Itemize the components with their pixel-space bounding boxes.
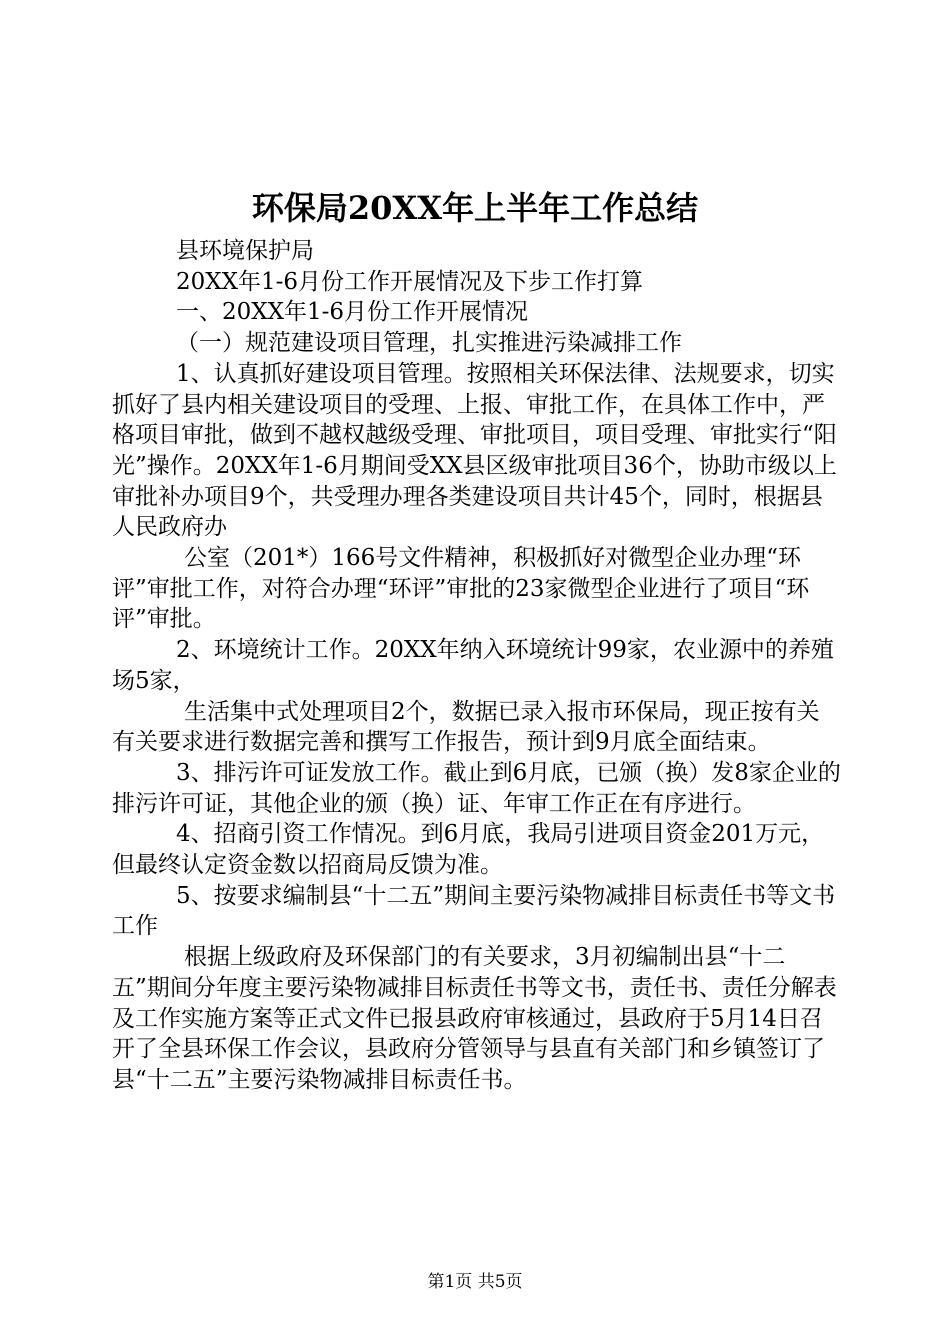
paragraph-item-2-cont: 生活集中式处理项目2个，数据已录入报市环保局，现正按有关有关要求进行数据完善和撰写工作报告，预计到9月底全面结束。 [112,698,820,756]
document-body [112,236,842,1096]
paragraph-item-1: 1、认真抓好建设项目管理。按照相关环保法律、法规要求，切实抓好了县内相关建设项目的受理、上报、审批工作，在具体工作中，严格项目审批，做到不越权越级受理、审批项目，项目受理、审批实行“阳光”操作。20XX年1-6月期间受XX县区级审批项目36个，协助市级以上审批补办项目9个，共受理办理各类建设项目共计45个，同时，根据县人民政府办 [112,360,837,541]
page-footer: 第1页 共5页 [427,1272,523,1292]
paragraph-item-4: 4、招商引资工作情况。到6月底，我局引进项目资金201万元，但最终认定资金数以招商局反馈为准。 [112,821,825,879]
paragraph-item-1-cont: 公室（201*）166号文件精神，积极抓好对微型企业办理“环评”审批工作，对符合办理“环评”审批的23家微型企业进行了项目“环评”审批。 [112,545,810,633]
paragraph-item-2: 2、环境统计工作。20XX年纳入环境统计99家，农业源中的养殖场5家， [112,637,834,694]
paragraph-issuer: 县环境保护局 [176,238,314,264]
document-title: 环保局20XX年上半年工作总结 [251,189,699,227]
paragraph-item-5: 5、按要求编制县“十二五”期间主要污染物减排目标责任书等文书工作 [112,882,836,940]
paragraph-item-5-cont: 根据上级政府及环保部门的有关要求，3月初编制出县“十二五”期间分年度主要污染物减排目标责任书等文书，责任书、责任分解表及工作实施方案等正式文件已报县政府审核通过，县政府于5月14日召开了全县环保工作会议，县政府分管领导与县直有关部门和乡镇签订了县“十二五”主要污染物减排目标责任书。 [112,944,837,1093]
paragraph-subtitle: 20XX年1-6月份工作开展情况及下步工作打算 [176,268,644,295]
subsection-heading-1: （一）规范建设项目管理，扎实推进污染减排工作 [176,330,682,357]
paragraph-item-3: 3、排污许可证发放工作。截止到6月底，已颁（换）发8家企业的排污许可证，其他企业的颁（换）证、年审工作正在有序进行。 [112,759,841,817]
section-heading-1: 一、20XX年1-6月份工作开展情况 [176,299,529,326]
